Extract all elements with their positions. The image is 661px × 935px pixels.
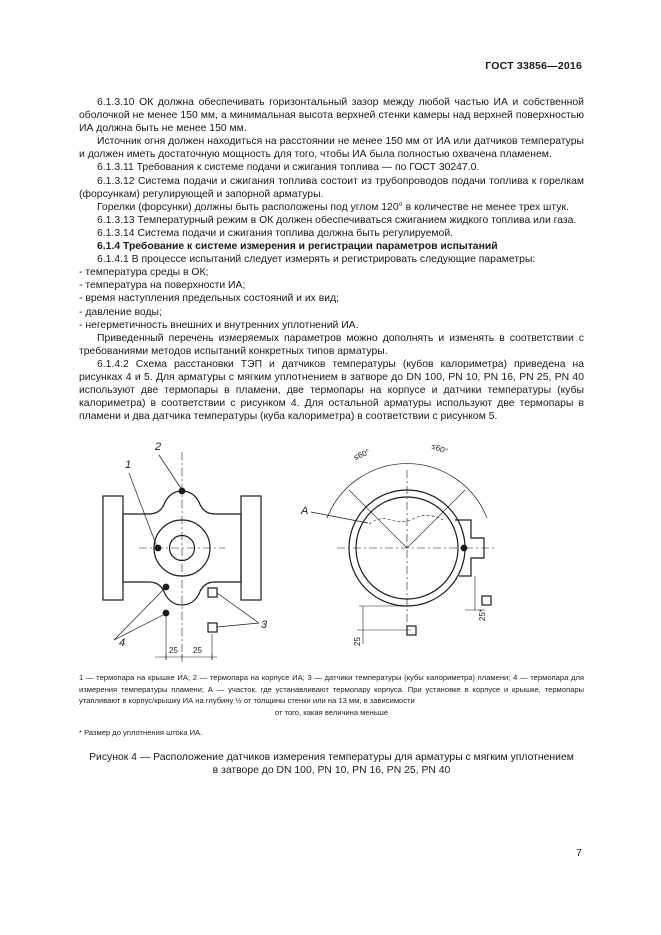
leader-3a (217, 593, 259, 623)
list-item: - время наступления предельных состояний и их вид; (79, 293, 340, 305)
legend-line-2: от того, какая величина меньше (274, 707, 389, 717)
left-flange (103, 496, 123, 600)
leader-A (311, 512, 368, 523)
leader-4a (114, 588, 165, 640)
page-number: 7 (576, 847, 582, 859)
list-item: - температура на поверхности ИА; (79, 280, 246, 292)
list-item: - давление воды; (79, 306, 162, 318)
figure-title (79, 751, 584, 778)
calorimeter-cube-1 (208, 588, 217, 597)
right-flange (241, 496, 261, 600)
figure-title-line-1: Рисунок 4 — Расположение датчиков измерения температуры для арматуры с мягким уплотнением (89, 752, 574, 763)
thermocouple-side (461, 545, 467, 551)
paragraph: 6.1.4.2 Схема расстановки ТЭП и датчиков температуры (кубов калориметра) приведена на рисунках 4 и 5. Для арматуры с мягким уплотнением в затворе до DN 100, PN 10, PN 16, PN 25, PN 40 используют две термопары в пламени, две термопары на корпусе и датчики температуры (кубы калориметра) в соответствии с рисунком 4. Для остальной арматуры используют две термопары в пламени и два датчика температуры (куба калориметра) в соответствии с рисунком 5. (79, 358, 584, 423)
paragraph: 6.1.3.10 ОК должна обеспечивать горизонтальный зазор между любой частью ИА и собственной оболочкой не менее 150 мм, а минимальная высота верхней стенки камеры над верхней поверхностью ИА должна быть не менее 150 мм. (79, 97, 584, 135)
dim-25-star: 25* (478, 608, 487, 621)
section-heading: 6.1.4 Требование к системе измерения и регистрации параметров испытаний (97, 241, 498, 253)
angle-right: ≤60° (430, 441, 449, 457)
leader-3b (217, 623, 259, 627)
footnote: * Размер до уплотнения штока ИА. (79, 728, 203, 737)
thermocouple-body-top (179, 488, 185, 494)
calorimeter-cube-2 (208, 623, 217, 632)
thermocouple-cover (155, 545, 161, 551)
paragraph: 6.1.3.12 Система подачи и сжигания топлива состоит из трубопроводов подачи топлива к горелкам (форсункам) регулирующей и запорной арматуры. (79, 175, 584, 200)
dim-25-right: 25 (193, 646, 202, 655)
paragraph: 6.1.3.13 Температурный режим в ОК должен обеспечиваться сжиганием жидкого топлива или газа. (97, 214, 577, 226)
label-4: 4 (119, 637, 126, 649)
valve-front-view (103, 452, 261, 662)
paragraph: Источник огня должен находиться на расстоянии не менее 150 мм от ИА или датчиков температуры и должен иметь достаточную мощность для того, чтобы ИА была полностью охвачена пламенем. (79, 136, 584, 161)
figure-4-svg (79, 430, 584, 670)
leader-2 (159, 455, 182, 490)
calorimeter-cube-side-2 (407, 626, 416, 635)
paragraph: 6.1.3.11 Требования к системе подачи и сжигания топлива — по ГОСТ 30247.0. (97, 162, 480, 174)
label-2: 2 (155, 441, 162, 453)
figure-title-line-2: в затворе до DN 100, PN 10, PN 16, PN 25, PN 40 (212, 765, 451, 777)
document-standard-header: ГОСТ 33856—2016 (485, 60, 582, 72)
figure-legend (79, 672, 584, 718)
list-item: - негерметичность внешних и внутренних уплотнений ИА. (79, 319, 359, 331)
label-A: A (301, 505, 309, 517)
dim-25-left: 25 (169, 646, 178, 655)
calorimeter-cube-side-1 (482, 596, 491, 605)
dim-25-vert: 25 (353, 637, 362, 646)
body-text (79, 96, 584, 423)
valve-side-view (311, 464, 497, 644)
legend-line-1: 1 — термопара на крышке ИА; 2 — термопара на корпусе ИА; 3 — датчики температуры (кубы калориметра) пламени; 4 — термопара для измерения температуры пламени; А — участок, где устанавливают термопару корпуса. При установке в корпусе и крышке, термопары утапливают в корпус/крышку ИА на глубину ½ от толщины стенки или на 13 мм, в зависимости (79, 673, 584, 706)
leader-1 (129, 473, 157, 547)
paragraph: 6.1.4.1 В процессе испытаний следует измерять и регистрировать следующие параметры: (97, 254, 536, 266)
list-item: - температура среды в ОК; (79, 267, 209, 279)
angle-left: ≤60° (352, 447, 372, 462)
figure-4-drawing (79, 430, 584, 670)
paragraph: Приведенный перечень измеряемых параметров можно дополнять и изменять в соответствии с требованиями методов испытаний конкретных типов арматуры. (79, 332, 584, 357)
label-1: 1 (125, 459, 132, 471)
paragraph: Горелки (форсунки) должны быть расположены под углом 120° в количестве не менее трех штук. (97, 201, 569, 213)
label-3: 3 (261, 619, 268, 631)
thermocouple-flame-2 (163, 610, 169, 616)
paragraph: 6.1.3.14 Система подачи и сжигания топлива должна быть регулируемой. (97, 227, 454, 239)
